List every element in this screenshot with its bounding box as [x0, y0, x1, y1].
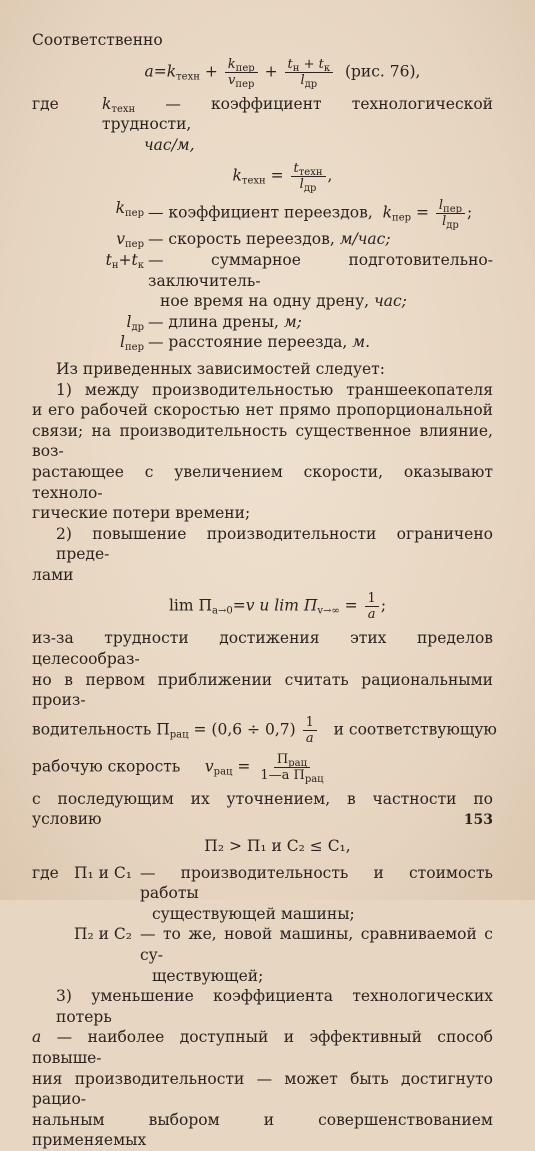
definition-row: $t_н+t_к$ — суммарное подготовительно-заключитель- — [105, 250, 493, 290]
denominator: l — [299, 177, 304, 193]
text-line: 3) уменьшение коэффициента технологических потерь — [56, 987, 493, 1026]
unit: час; — [374, 292, 407, 311]
formula-text: a — [32, 1028, 42, 1047]
formula-text: lim П — [168, 596, 212, 615]
subscript: пер — [392, 212, 412, 224]
formula-text: a=k — [144, 62, 177, 81]
def-text: — то же, новой машины, сравниваемой с су- — [140, 925, 493, 964]
fraction — [365, 591, 379, 622]
denominator: a — [305, 730, 314, 746]
unit: м; — [283, 312, 302, 331]
denominator: v — [228, 72, 236, 88]
text: — наиболее доступный и эффективный способ повыше- — [32, 1028, 493, 1067]
numerator: + t — [299, 56, 324, 72]
formula-limits: $\lim П_{a\to 0}=v$ и $\lim П_{v\to\infty}$ = $\frac{1}{a}$ ; — [168, 591, 387, 623]
numerator: t — [293, 161, 299, 177]
definition-row: $l_{др}$ — длина дрены, м; — [126, 312, 302, 333]
denominator: a — [367, 607, 376, 623]
def-text: — коэффициент технологической трудности, — [102, 94, 493, 134]
subscript: рац — [213, 766, 233, 778]
def-text: ное время на одну дрену, — [160, 292, 370, 311]
subscript: др — [304, 78, 318, 90]
subscript: др — [303, 183, 317, 195]
definitions-list — [32, 198, 493, 353]
text-line: существующей машины; — [152, 904, 355, 923]
denominator: l — [442, 214, 447, 230]
text-line: гические потери времени; — [32, 504, 251, 523]
text-line: лами — [32, 565, 74, 584]
fraction — [436, 198, 465, 232]
definition-row — [32, 924, 493, 965]
subscript: др — [446, 220, 459, 232]
denominator: 1—a П — [260, 767, 305, 783]
numerator: 1 — [303, 715, 317, 731]
def-text: — коэффициент переездов, — [148, 203, 373, 222]
text: = (0,6 ÷ 0,7) — [188, 720, 296, 739]
figure-ref: (рис. 76), — [344, 62, 421, 81]
definition-row — [32, 863, 493, 904]
fraction — [291, 161, 326, 195]
def-text: — производительность и стоимость работы — [140, 863, 493, 903]
subscript: пер — [443, 204, 463, 216]
formula-text: k — [232, 166, 242, 185]
text-line: и его рабочей скоростью нет прямо пропорциональной — [32, 401, 493, 420]
subscript: пер — [235, 78, 255, 90]
formula-text: = — [339, 596, 363, 615]
subscript: к — [323, 62, 331, 74]
formula-text: k — [382, 203, 393, 222]
definition-row — [32, 94, 493, 135]
text: водительность П — [32, 720, 170, 739]
formula-text: v — [204, 757, 214, 776]
def-text: — длина дрены, — [148, 312, 279, 331]
symbol: П₁ и С₁ — [74, 863, 132, 882]
text-line: с последующим их уточнением, в частности по условию — [32, 789, 493, 829]
unit: час/м, — [144, 135, 195, 154]
text-line: нальным выбором и совершенствованием применяемых — [32, 1110, 493, 1150]
where-label: где — [32, 863, 59, 882]
text-line — [32, 135, 493, 156]
numerator: П — [276, 751, 289, 767]
plus-sign: + — [264, 62, 278, 81]
numerator: l — [438, 198, 444, 214]
text-line: из-за трудности достижения этих пределов целесообраз- — [32, 629, 493, 669]
text: рабочую скорость — [32, 757, 181, 776]
subscript: a→0 — [212, 605, 233, 617]
fraction — [257, 752, 326, 783]
subscript: v→∞ — [317, 605, 340, 617]
unit: м. — [352, 333, 371, 352]
subscript: техн — [298, 167, 323, 179]
text-line: связи; на производительность существенное влияние, воз- — [32, 421, 493, 461]
subscript: техн — [176, 71, 200, 83]
text-line: но в первом приближении считать рациональными произ- — [32, 670, 493, 710]
numerator: t — [287, 56, 293, 72]
text-line: растающее с увеличением скорости, оказывают техноло- — [32, 462, 493, 502]
text-line — [32, 714, 497, 746]
formula-a — [32, 57, 493, 88]
plus-sign: + — [204, 62, 218, 81]
def-text: — скорость переездов, — [148, 230, 335, 249]
subscript: рац — [288, 757, 308, 769]
numerator: k — [227, 56, 236, 72]
subscript: н — [292, 62, 300, 74]
formula-text: =v и lim П — [232, 596, 318, 615]
text-line: ния производительности — может быть достигнуто рацио- — [32, 1069, 493, 1109]
subscript: рац — [304, 773, 324, 785]
subscript: техн — [241, 175, 266, 187]
unit: м/час; — [339, 230, 391, 249]
fraction — [225, 57, 258, 88]
numerator: 1 — [365, 591, 379, 607]
text-line — [32, 1027, 493, 1068]
symbol: П₂ и С₂ — [74, 925, 132, 944]
denominator: l — [300, 72, 305, 88]
fraction — [303, 715, 317, 746]
where-label: где — [32, 94, 59, 113]
text-line: рабочую скорость $v_{рац}$ = $\frac{П_{рац}}{1—a П_{рац}}$ — [32, 752, 493, 783]
definition-row: $k_{пер}$ — коэффициент переездов, $k_{пер}$ = $\frac{l_{пер}}{l_{др}}$ ; — [115, 198, 473, 232]
subscript: пер — [235, 62, 255, 74]
def-text: — суммарное подготовительно-заключитель- — [148, 250, 493, 290]
definition-row: $l_{пер}$ — расстояние переезда, м. — [120, 333, 371, 354]
formula-condition: П₂ > П₁ и С₂ ≤ С₁, — [204, 837, 351, 856]
page-number: 153 — [463, 812, 493, 828]
definition-row: $v_{пер}$ — скорость переездов, м/час; — [116, 230, 391, 251]
formula-ktekhn: $k_{техн}$ = $\frac{t_{техн}}{l_{др}}$ , — [232, 161, 333, 195]
text-line: 1) между производительностью траншеекопателя — [56, 380, 493, 399]
text-line: 2) повышение производительности ограничено преде- — [56, 524, 493, 564]
text-line: ществующей; — [152, 966, 264, 985]
text-line: Соответственно — [32, 31, 163, 49]
fraction — [285, 57, 334, 88]
text-line: Из приведенных зависимостей следует: — [56, 359, 385, 378]
text: и соответствующую — [333, 720, 497, 739]
definition-row — [32, 291, 493, 312]
def-text: — расстояние переезда, — [148, 333, 348, 352]
subscript: рац — [169, 729, 189, 741]
definition-text: $k_{техн}$ — коэффициент технологической трудности, — [102, 94, 493, 134]
